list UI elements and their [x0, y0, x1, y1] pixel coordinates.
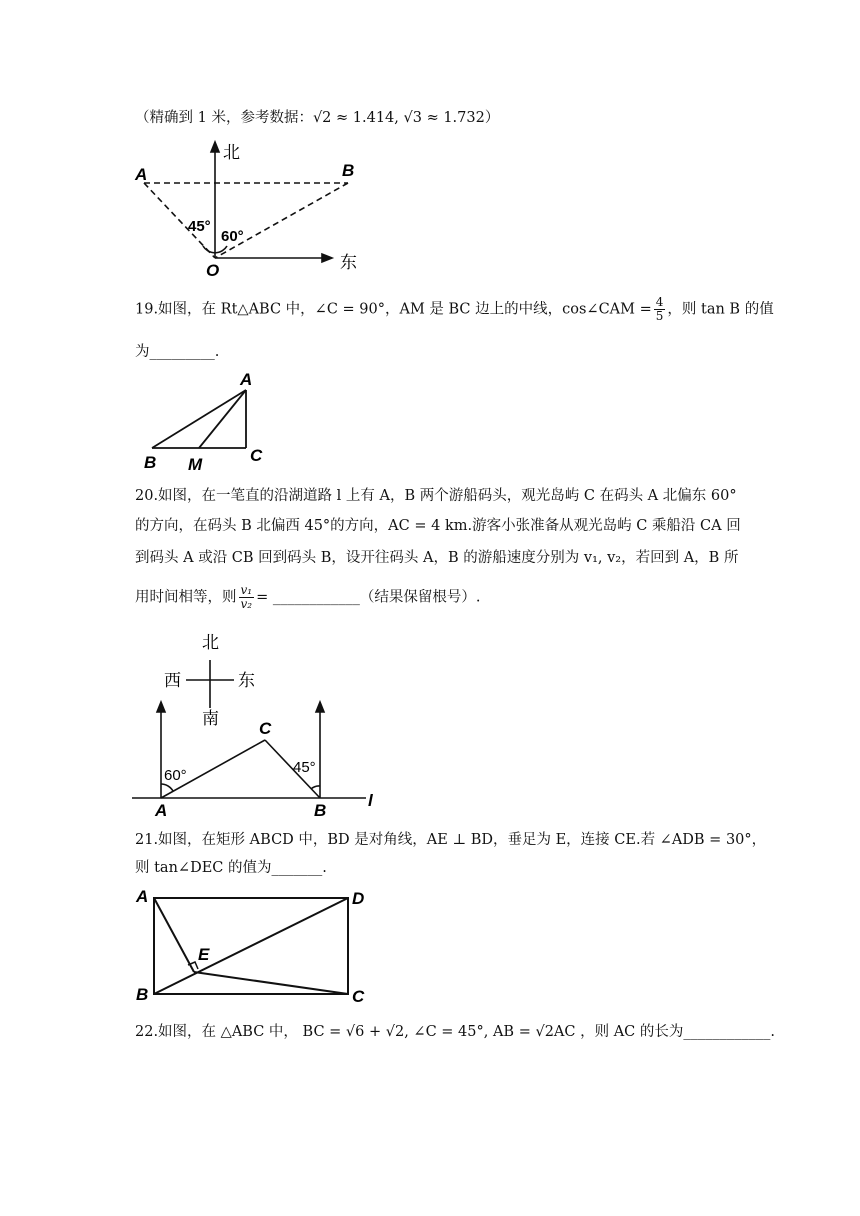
fig21-point-c: C [352, 987, 365, 1006]
b-north-arrow-icon [316, 702, 324, 712]
figure-20-lake-road [128, 628, 388, 820]
fig21-point-b: B [136, 985, 149, 1004]
q20-text-b: = ____________（结果保留根号）. [256, 589, 481, 606]
bo-dashed-line [215, 183, 348, 258]
q20-fraction [239, 584, 255, 611]
q20-frac-den: v₂ [240, 597, 253, 611]
fig21-point-a: A [136, 887, 149, 906]
fig19-point-b: B [144, 453, 157, 472]
a-north-arrow-icon [157, 702, 165, 712]
fig18-angle-45: 45° [188, 218, 211, 235]
fig18-east-label: 东 [340, 253, 357, 273]
q20-line-4 [135, 584, 480, 611]
q19-frac-den: 5 [655, 309, 664, 323]
q19-frac-num: 4 [655, 295, 664, 309]
fig18-angle-60: 60° [221, 228, 244, 245]
segment-ae [154, 898, 194, 972]
q20-line-3: 到码头 A 或沿 CB 回到码头 B，设开往码头 A，B 的游船速度分别为 v₁, v₂，若回到 A，B 所 [135, 550, 739, 566]
q20-line-1: 20.如图，在一笔直的沿湖道路 l 上有 A，B 两个游船码头，观光岛屿 C 在码头 A 北偏东 60° [135, 488, 737, 504]
q21-line-1: 21.如图，在矩形 ABCD 中，BD 是对角线，AE ⊥ BD，垂足为 E，连接 CE.若 ∠ADB = 30°， [135, 832, 767, 848]
q20-text-a: 用时间相等，则 [135, 589, 237, 606]
fig19-point-m: M [188, 455, 203, 474]
q20-frac-num: v₁ [240, 583, 253, 597]
segment-ec [194, 972, 348, 994]
fig20-road-label: l [368, 791, 373, 810]
fig20-angle-45: 45° [293, 759, 316, 776]
q18-reference-note: （精确到 1 米，参考数据：√2 ≈ 1.414, √3 ≈ 1.732） [135, 110, 500, 126]
fig18-point-b: B [342, 161, 355, 180]
q19-text-b: ，则 tan B 的值 [667, 301, 774, 318]
north-arrow-icon [211, 142, 219, 152]
figure-19-triangle [138, 364, 278, 476]
fig21-point-d: D [352, 889, 365, 908]
fig18-north-label: 北 [223, 143, 240, 163]
q19-line-1 [135, 296, 774, 323]
figure-18-compass-diagram [130, 138, 370, 278]
fig18-point-a: A [135, 165, 148, 184]
q19-text-a: 19.如图，在 Rt△ABC 中，∠C = 90°，AM 是 BC 边上的中线，cos∠CAM = [135, 301, 652, 318]
figure-21-rectangle [132, 884, 372, 1008]
fig20-north-label: 北 [202, 633, 219, 653]
fig20-south-label: 南 [202, 709, 219, 729]
fig20-point-b: B [314, 801, 327, 820]
fig19-point-c: C [250, 446, 263, 465]
fig19-point-a: A [240, 370, 253, 389]
east-arrow-icon [322, 254, 332, 262]
q21-line-2: 则 tan∠DEC 的值为_______. [135, 860, 327, 876]
q20-line-2: 的方向，在码头 B 北偏西 45°的方向，AC = 4 km.游客小张准备从观光岛屿 C 乘船沿 CA 回 [135, 518, 741, 534]
q19-line-2: 为_________. [135, 344, 220, 360]
fig18-point-o: O [206, 261, 220, 278]
fig20-point-c: C [259, 719, 272, 738]
fig20-east-label: 东 [238, 671, 255, 691]
fig21-point-e: E [198, 945, 210, 964]
fig20-point-a: A [155, 801, 168, 820]
fig20-west-label: 西 [164, 671, 181, 691]
fig20-angle-60: 60° [164, 767, 187, 784]
q22-line-1: 22.如图，在 △ABC 中， BC = √6 + √2, ∠C = 45°, AB = √2AC ，则 AC 的长为____________. [135, 1024, 775, 1040]
q19-fraction [654, 296, 666, 323]
